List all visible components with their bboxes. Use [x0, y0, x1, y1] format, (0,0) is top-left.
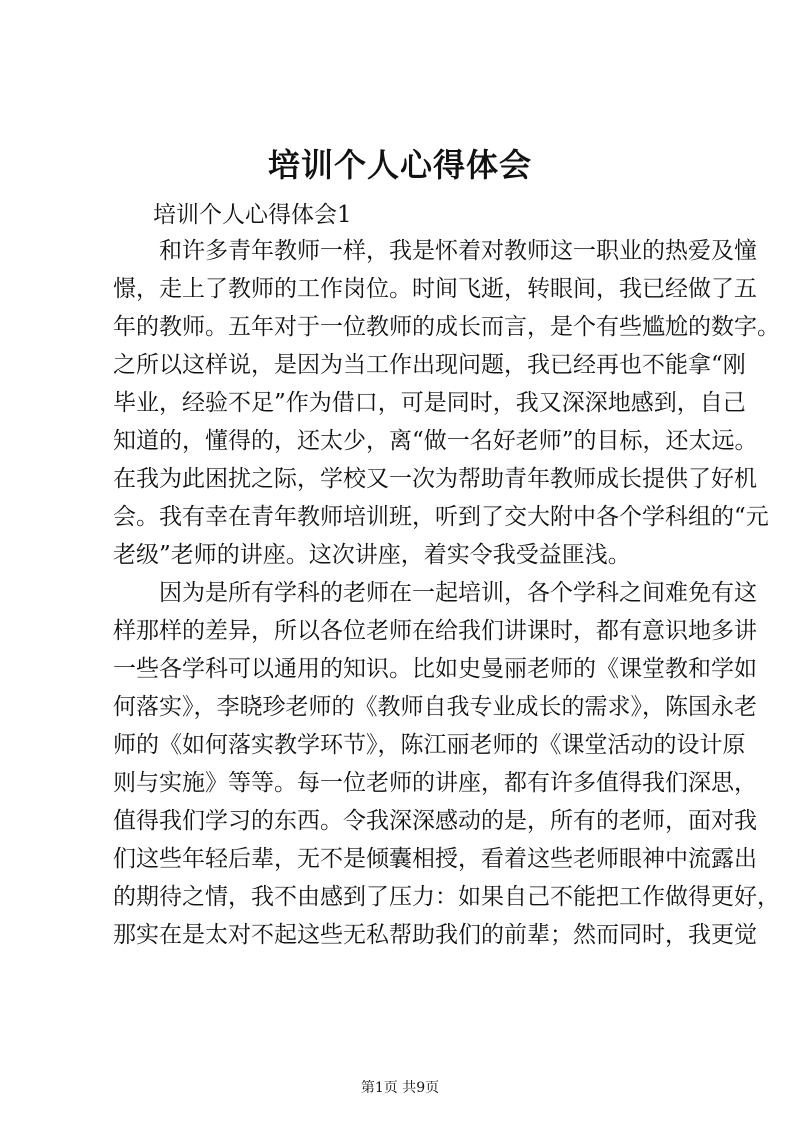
text-line: 的期待之情，我不由感到了压力：如果自己不能把工作做得更好， [113, 884, 780, 910]
text-line: 则与实施》等等。每一位老师的讲座，都有许多值得我们深思， [113, 770, 757, 796]
text-line: 之所以这样说，是因为当工作出现问题，我已经再也不能拿“刚 [113, 352, 746, 378]
document-title: 培训个人心得体会 [267, 146, 532, 184]
text-line: 老级”老师的讲座。这次讲座，着实令我受益匪浅。 [113, 542, 631, 568]
text-line: 知道的，懂得的，还太少，离“做一名好老师”的目标，还太远。 [113, 428, 758, 454]
text-line: 在我为此困扰之际，学校又一次为帮助青年教师成长提供了好机 [113, 466, 757, 492]
text-line: 们这些年轻后辈，无不是倾囊相授，看着这些老师眼神中流露出 [113, 846, 757, 872]
text-line: 一些各学科可以通用的知识。比如史曼丽老师的《课堂教和学如 [113, 656, 757, 682]
text-line: 师的《如何落实教学环节》，陈江丽老师的《课堂活动的设计原 [113, 732, 746, 758]
text-line: 和许多青年教师一样，我是怀着对教师这一职业的热爱及憧 [113, 238, 757, 264]
text-line: 样那样的差异，所以各位老师在给我们讲课时，都有意识地多讲 [113, 618, 757, 644]
text-line: 毕业，经验不足”作为借口，可是同时，我又深深地感到，自己 [113, 390, 746, 416]
text-line: 憬，走上了教师的工作岗位。时间飞逝，转眼间，我已经做了五 [113, 276, 757, 302]
page-footer: 第1页 共9页 [360, 1080, 440, 1096]
text-line: 何落实》，李晓珍老师的《教师自我专业成长的需求》，陈国永老 [113, 694, 757, 720]
text-line: 年的教师。五年对于一位教师的成长而言，是个有些尴尬的数字。 [113, 314, 780, 340]
text-line: 值得我们学习的东西。令我深深感动的是，所有的老师，面对我 [113, 808, 757, 834]
text-line: 因为是所有学科的老师在一起培训，各个学科之间难免有这 [113, 580, 757, 606]
section-heading: 培训个人心得体会1 [153, 202, 352, 228]
text-line: 那实在是太对不起这些无私帮助我们的前辈；然而同时，我更觉 [113, 922, 757, 948]
text-line: 会。我有幸在青年教师培训班，听到了交大附中各个学科组的“元 [113, 504, 769, 530]
